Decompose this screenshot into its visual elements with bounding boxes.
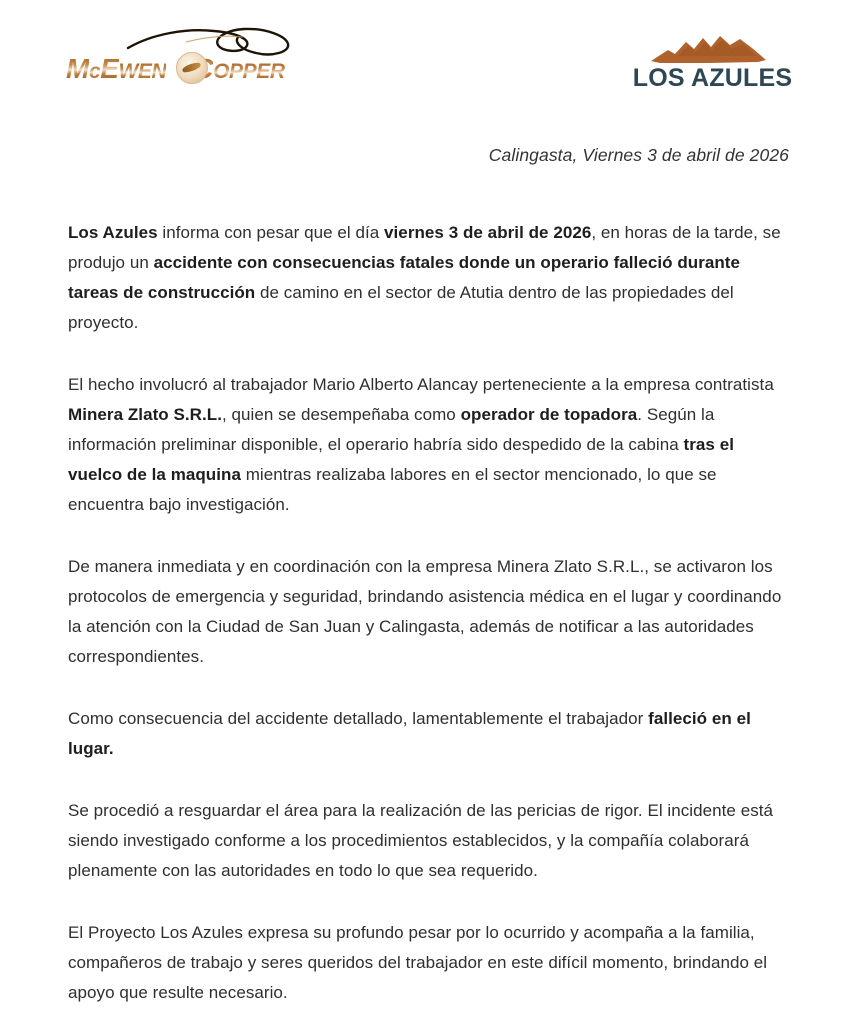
body-paragraph <box>68 552 784 672</box>
body-text: Se procedió a resguardar el área para la realización de las pericias de rigor. El incidente está siendo investigado conforme a los procedimientos establecidos, y la compañía colaborará plenamente con las autoridades en todo lo que sea requerido. <box>68 801 774 880</box>
body-text: mientras realizaba labores en el sector mencionado, lo que se encuentra bajo investigación. <box>68 465 717 514</box>
mcewen-letter-e: E <box>100 53 119 84</box>
body-paragraph <box>68 370 784 520</box>
emphasis-text: Minera Zlato S.R.L. <box>68 405 222 424</box>
body-paragraph <box>68 704 784 764</box>
document-header <box>0 0 849 120</box>
mcewen-letter-m: M <box>66 53 89 84</box>
mcewen-letter-c: c <box>88 60 101 83</box>
mcewen-copper-logo <box>66 22 296 94</box>
emphasis-text: tras el vuelco de la maquina <box>68 435 734 484</box>
document-body <box>68 218 784 1008</box>
dateline: Calingasta, Viernes 3 de abril de 2026 <box>488 145 789 165</box>
emphasis-text: viernes 3 de abril de 2026 <box>384 223 592 242</box>
body-paragraph <box>68 796 784 886</box>
mcewen-letters-wen: WEN <box>118 60 167 83</box>
body-paragraph <box>68 918 784 1008</box>
emphasis-text: operador de topadora <box>460 405 638 424</box>
body-text: El hecho involucró al trabajador Mario Alberto Alancay perteneciente a la empresa contratista <box>68 375 774 394</box>
copper-letters-opper: OPPER <box>213 60 285 83</box>
copper-coin-icon <box>176 52 208 84</box>
body-text: informa con pesar que el día <box>157 223 385 242</box>
body-text: de camino en el sector de Atutia dentro de las propiedades del proyecto. <box>68 283 734 332</box>
dateline-row <box>0 145 849 166</box>
body-text: . Según la información preliminar disponible, el operario habría sido despedido de la cabina <box>68 405 715 454</box>
body-text: El Proyecto Los Azules expresa su profundo pesar por lo ocurrido y acompaña a la familia, compañeros de trabajo y seres queridos del trabajador en este difícil momento, brindando el apoyo que resulte necesario. <box>68 923 768 1002</box>
los-azules-logo <box>630 32 795 92</box>
body-text: , en horas de la tarde, se produjo un <box>68 223 781 272</box>
body-text: , quien se desempeñaba como <box>221 405 461 424</box>
body-paragraph <box>68 218 784 338</box>
mountain-range-icon <box>648 32 770 64</box>
body-text: De manera inmediata y en coordinación con la empresa Minera Zlato S.R.L., se activaron los protocolos de emergencia y seguridad, brindando asistencia médica en el lugar y coordinando la atención con la Ciudad de San Juan y Calingasta, además de notificar a las autoridades correspondientes. <box>68 557 782 666</box>
body-text: Como consecuencia del accidente detallado, lamentablemente el trabajador <box>68 709 649 728</box>
emphasis-text: Los Azules <box>68 223 158 242</box>
los-azules-wordmark: LOS AZULES <box>632 64 793 92</box>
emphasis-text: accidente con consecuencias fatales donde un operario falleció durante tareas de construcción <box>68 253 741 302</box>
emphasis-text: falleció en el lugar. <box>68 709 751 758</box>
